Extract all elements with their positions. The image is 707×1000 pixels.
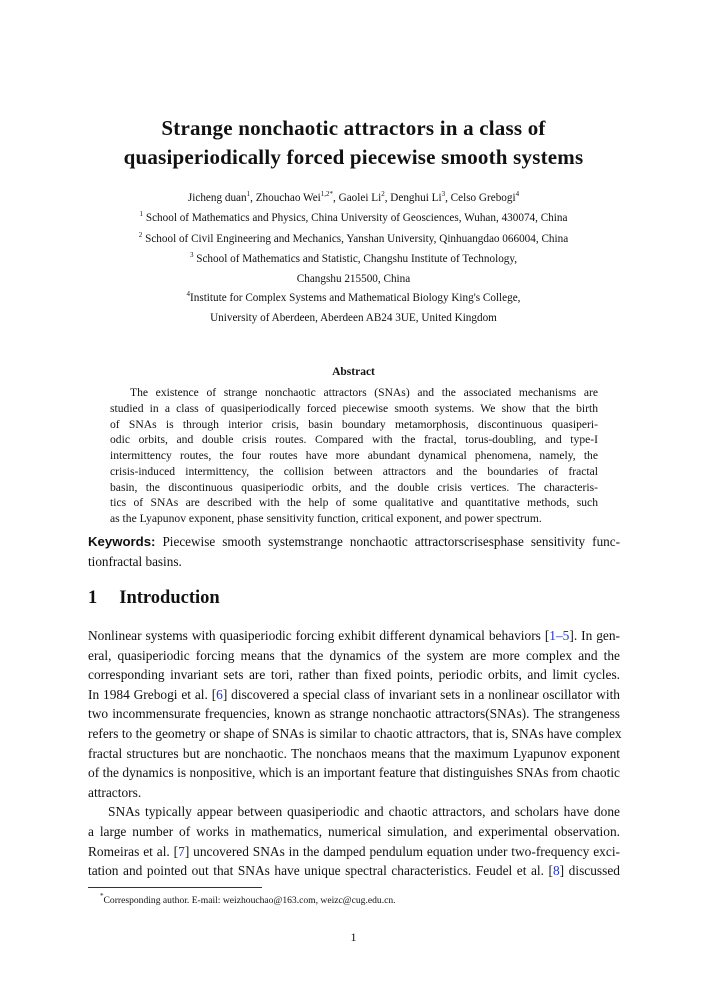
affiliation-text: School of Civil Engineering and Mechanics, Yanshan University, Qinhuangdao 066004, China	[145, 233, 569, 245]
abstract-line: odic orbits, and double crisis routes. Compared with the fractal, torus-doubling, and type-I	[110, 433, 598, 447]
citation-link[interactable]: 8	[552, 863, 560, 879]
body-text: refers to the geometry or shape of SNAs is similar to chaotic attractors, that is, SNAs have complex	[88, 726, 622, 741]
affiliation-line	[0, 312, 707, 325]
body-text: SNAs typically appear between quasiperiodic and chaotic attractors, and scholars have done	[108, 804, 620, 820]
body-text: Nonlinear systems with quasiperiodic forcing exhibit different dynamical behaviors [	[88, 628, 550, 643]
page-number: 1	[350, 930, 357, 944]
author-affiliation-mark: 4	[515, 190, 520, 198]
abstract-line: basin, the discontinuous quasiperiodic orbits, and the double crisis vertices. The characteris-	[110, 480, 598, 494]
section-heading	[88, 588, 220, 609]
body-text: tation and pointed out that SNAs have unique spectral characteristics. Feudel et al. [	[88, 863, 553, 879]
body-line	[88, 648, 620, 663]
author-name: Celso Grebogi	[450, 192, 516, 204]
affiliation-text: University of Aberdeen, Aberdeen AB24 3UE, United Kingdom	[210, 312, 497, 324]
body-line	[88, 667, 620, 682]
body-line	[88, 687, 620, 702]
paper-title-line-2: quasiperiodically forced piecewise smooth systems	[123, 145, 584, 169]
abstract-line: intermittency routes, the four routes have more abundant dynamical phenomena, namely, the	[110, 449, 598, 462]
abstract-line: of SNAs is through interior crisis, basin boundary metamorphosis, discontinuous quasiperi-	[110, 417, 598, 431]
affiliation-line	[0, 212, 707, 225]
body-line	[88, 706, 620, 721]
section-number: 1	[88, 588, 98, 608]
keywords-line-2: tionfractal basins.	[88, 554, 182, 569]
affiliation-text: Institute for Complex Systems and Mathematical Biology King's College,	[190, 292, 521, 304]
author-affiliation-mark: 1	[246, 190, 251, 198]
body-text: a large number of works in mathematics, numerical simulation, and experimental observation.	[88, 824, 620, 839]
footnote	[100, 892, 396, 907]
affiliation-line	[0, 233, 707, 246]
citation-link[interactable]: 6	[216, 686, 223, 702]
abstract-line: The existence of strange nonchaotic attractors (SNAs) and the associated mechanisms are	[130, 386, 598, 399]
abstract-line: crisis-induced intermittency, the collision between attractors and the boundaries of fractal	[110, 464, 598, 478]
body-line	[88, 726, 620, 741]
affiliation-mark: 3	[189, 251, 194, 259]
affiliation-mark: 1	[139, 210, 144, 218]
body-text: ] discovered a special class of invariant sets in a nonlinear oscillator with	[222, 686, 620, 702]
body-text: corresponding invariant sets are tori, rather than fixed points, periodic orbits, and limit cycles.	[88, 667, 620, 683]
paper-title-line-1: Strange nonchaotic attractors in a class of	[161, 116, 546, 140]
body-text: attractors.	[88, 784, 142, 800]
citation-link[interactable]: 7	[178, 843, 185, 859]
body-line	[88, 746, 620, 761]
affiliation-mark: 2	[138, 231, 143, 239]
author-list: Jicheng duan$^1$, Zhouchao Wei$^{1,2*}$, Gaolei Li$^2$, Denghui Li$^3$, Celso Grebogi$^4$	[187, 190, 520, 204]
body-line	[88, 765, 620, 780]
footnote-rule	[88, 887, 262, 888]
keywords-line-1	[88, 534, 620, 549]
body-line	[88, 785, 620, 800]
footnote-text: Corresponding author. E-mail: weizhouchao@163.com, weizc@cug.edu.cn.	[103, 895, 396, 906]
abstract-heading: Abstract	[332, 366, 375, 378]
keywords-text: Piecewise smooth systemstrange nonchaotic attractorscrisesphase sensitivity func-	[162, 534, 621, 549]
footnote-mark: *	[100, 892, 104, 900]
affiliation-mark: 4	[186, 290, 191, 298]
affiliation-line	[0, 273, 707, 286]
abstract-line: as the Lyapunov exponent, phase sensitivity function, critical exponent, and power spectrum.	[110, 512, 542, 525]
keywords-label: Keywords:	[88, 534, 156, 549]
affiliation-line	[0, 292, 707, 305]
affiliation-text: Changshu 215500, China	[296, 273, 411, 285]
affiliation-text: School of Mathematics and Physics, China University of Geosciences, Wuhan, 430074, China	[145, 212, 568, 224]
abstract-line: tics of SNAs are described with the help of some qualitative and quantitative methods, such	[110, 496, 598, 510]
author-name: Denghui Li	[390, 192, 442, 204]
body-text: two incommensurate frequencies, known as strange nonchaotic attractors(SNAs). The strangeness	[88, 706, 620, 722]
body-line	[88, 628, 620, 643]
author-name: Gaolei Li	[338, 192, 382, 204]
author-name: Jicheng duan	[187, 192, 247, 204]
author-affiliation-mark: 3	[441, 190, 446, 198]
body-text: In 1984 Grebogi et al. [	[88, 686, 217, 702]
author-affiliation-mark: 1,2*	[320, 190, 334, 198]
body-line	[88, 863, 620, 878]
body-text: ] uncovered SNAs in the damped pendulum equation under two-frequency exci-	[184, 843, 621, 859]
body-text: fractal structures but are nonchaotic. The nonchaos means that the maximum Lyapunov exponent	[88, 745, 620, 761]
citation-link[interactable]: 1–5	[549, 628, 570, 643]
body-text: ] discussed	[559, 863, 620, 879]
body-line	[88, 844, 620, 859]
section-title: Introduction	[119, 588, 220, 608]
author-affiliation-mark: 2	[381, 190, 385, 198]
body-text: of the dynamics is nonpositive, which is an important feature that distinguishes SNAs from chaotic	[88, 765, 620, 781]
body-text: eral, quasiperiodic forcing means that the dynamics of the system are more complex and the	[88, 647, 620, 663]
body-line	[88, 824, 620, 839]
author-name: Zhouchao Wei	[255, 192, 321, 204]
affiliation-text: School of Mathematics and Statistic, Changshu Institute of Technology,	[196, 253, 518, 265]
abstract-line: studied in a class of quasiperiodically forced piecewise smooth systems. We show that the birth	[110, 401, 598, 415]
body-line	[108, 804, 620, 819]
body-text: Romeiras et al. [	[88, 843, 179, 859]
affiliation-line	[0, 253, 707, 266]
body-text: ]. In gen-	[569, 628, 620, 643]
